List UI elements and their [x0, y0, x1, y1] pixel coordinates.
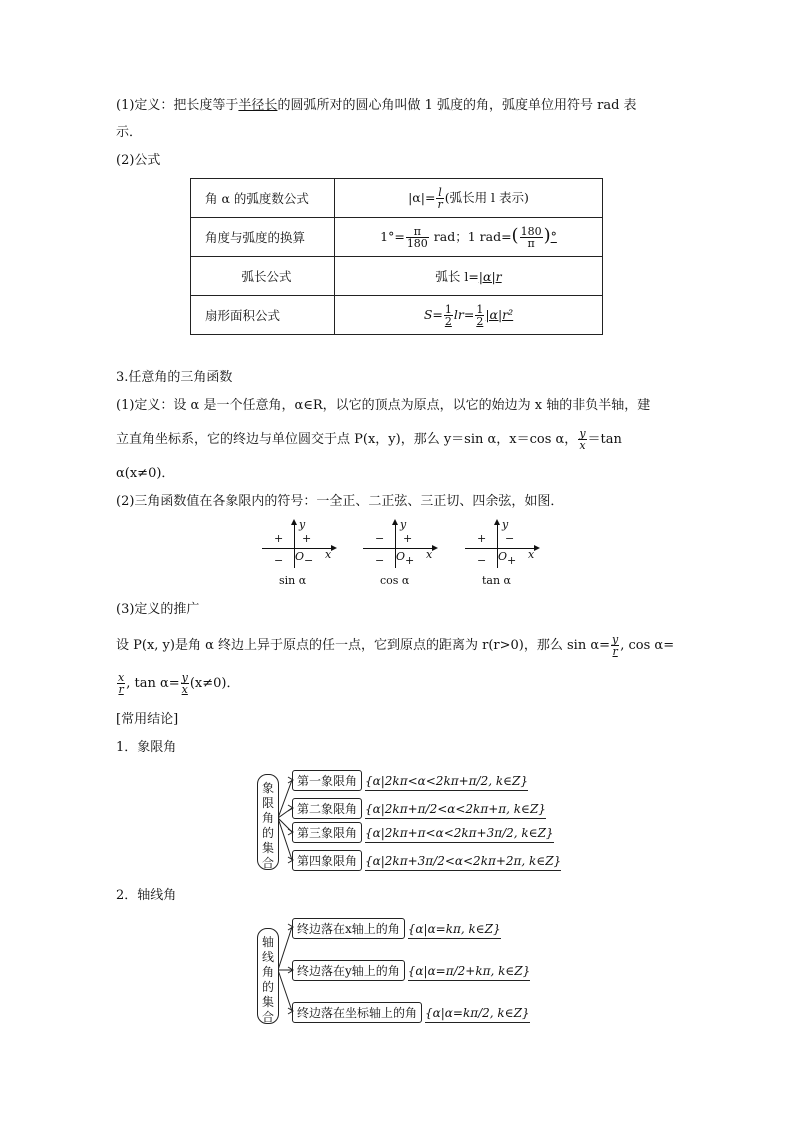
quadrant-set-3: 第三象限角 {α|2kπ+π<α<2kπ+3π/2, k∈Z} [292, 822, 554, 843]
diagram-caption: tan α [482, 574, 511, 587]
section-3-p3: α(x≠0)． [116, 466, 175, 481]
section-3-title: 3.任意角的三角函数 [116, 370, 233, 385]
row-label: 扇形面积公式 [191, 296, 335, 335]
row-formula: 1°= $\frac{\pi}{180}$ rad；1 rad=( $\frac{180}{\pi}$ )° [335, 218, 603, 257]
section-3-p2: 立直角坐标系，它的终边与单位圆交于点 P(x，y)，那么 y＝sin α，x＝cos α， $\frac{y}{x}$ ＝tan [116, 427, 622, 452]
row-label: 弧长公式 [191, 257, 335, 296]
formula-heading: (2)公式 [116, 153, 161, 168]
definition-line-2: 示． [116, 125, 143, 140]
axis-set-coordinate: 终边落在坐标轴上的角 {α|α=kπ/2, k∈Z} [292, 1002, 530, 1023]
common-title: [常用结论] [116, 712, 179, 727]
definition-text-cont: 的圆弧所对的圆心角叫做 1 弧度的角，弧度单位用符号 rad 表 [277, 98, 637, 113]
sign-diagram-cos: y x O − + − + cos α [363, 520, 443, 600]
table-row [191, 179, 603, 218]
row-label: 角 α 的弧度数公式 [191, 179, 335, 218]
row-formula: S= $\frac{1}{2}$ lr= $\frac{1}{2}$ |α|r² [335, 296, 603, 335]
subsection-axis-angles: 2．轴线角 [116, 888, 177, 903]
extension-p1: 设 P(x, y)是角 α 终边上异于原点的任一点，它到原点的距离为 r(r>0)，那么 sin α= $\frac{y}{r}$ , cos α= [116, 633, 675, 658]
axis-group-label: 轴线角的集合 [257, 928, 279, 1024]
row-formula: |α|= $\frac{l}{r}$ (弧长用 l 表示) [335, 179, 603, 218]
quadrant-set-2: 第二象限角 {α|2kπ+π/2<α<2kπ+π, k∈Z} [292, 798, 546, 819]
axis-set-y: 终边落在y轴上的角 {α|α=π/2+kπ, k∈Z} [292, 960, 530, 981]
quadrant-set-4: 第四象限角 {α|2kπ+3π/2<α<2kπ+2π, k∈Z} [292, 850, 561, 871]
axis-set-x: 终边落在x轴上的角 {α|α=kπ, k∈Z} [292, 918, 501, 939]
row-label: 角度与弧度的换算 [191, 218, 335, 257]
table-row [191, 296, 603, 335]
extension-p2: $\frac{x}{r}$ , tan α= $\frac{y}{x}$ (x≠0)． [118, 671, 240, 696]
definition-text: (1)定义：把长度等于 [116, 98, 239, 113]
quadrant-set-1: 第一象限角 {α|2kπ<α<2kπ+π/2, k∈Z} [292, 770, 528, 791]
diagram-caption: sin α [279, 574, 307, 587]
diagram-caption: cos α [380, 574, 410, 587]
definition-line-1 [116, 96, 686, 116]
section-3-p1: (1)定义：设 α 是一个任意角，α∈R，以它的顶点为原点，以它的始边为 x 轴的非负半轴，建 [116, 398, 651, 413]
row-formula: 弧长 l=|α|r [335, 257, 603, 296]
sign-diagram-tan: y x O + − − + tan α [465, 520, 545, 600]
formula-table [190, 178, 603, 335]
table-row [191, 218, 603, 257]
radius-term: 半径长 [238, 98, 278, 113]
quadrant-group-label: 象限角的集合 [257, 774, 279, 870]
section-3-p4: (2)三角函数值在各象限内的符号：一全正、二正弦、三正切、四余弦，如图． [116, 494, 564, 509]
subsection-quadrant-angles: 1．象限角 [116, 740, 177, 755]
sign-diagram-sin: y x O + + − − sin α [262, 520, 342, 600]
table-row [191, 257, 603, 296]
extension-title: (3)定义的推广 [116, 602, 200, 617]
